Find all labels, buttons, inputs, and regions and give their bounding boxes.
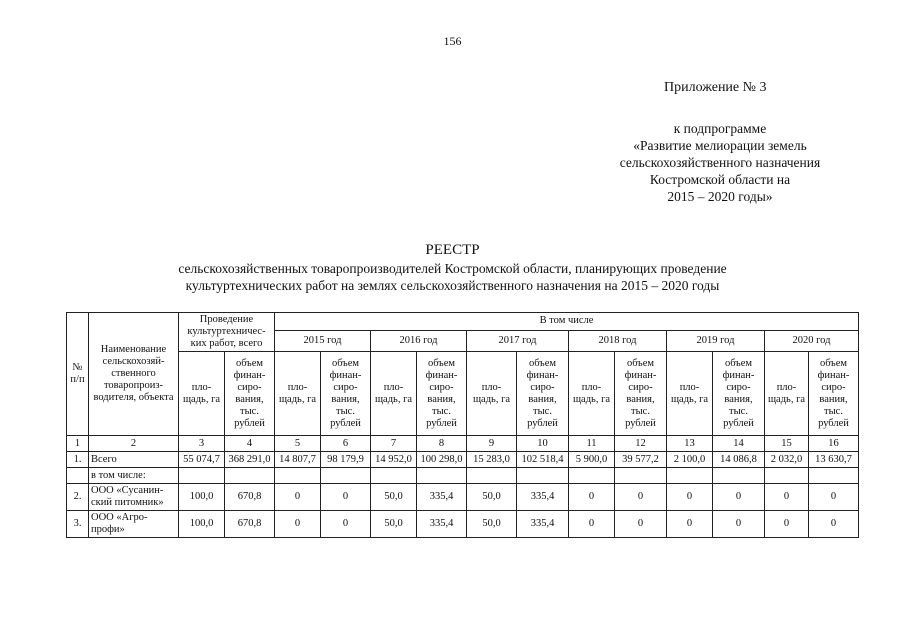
header-name: Наименование сельскохозяй-ственного товаропроиз-водителя, объекта [89, 313, 179, 436]
table-cell: 102 518,4 [517, 452, 569, 468]
header-area: пло-щадь, га [275, 352, 321, 436]
table-cell [569, 468, 615, 484]
header-financing: объем финан-сиро-вания, тыс. рублей [615, 352, 667, 436]
table-cell [225, 468, 275, 484]
table-cell: 335,4 [417, 511, 467, 538]
row-number: 2. [67, 484, 89, 511]
table-cell [713, 468, 765, 484]
table-cell [765, 468, 809, 484]
table-cell: 98 179,9 [321, 452, 371, 468]
column-number: 7 [371, 436, 417, 452]
subprogram-line: «Развитие мелиорации земель [633, 138, 807, 153]
table-cell: 55 074,7 [179, 452, 225, 468]
row-name: Всего [89, 452, 179, 468]
table-cell [275, 468, 321, 484]
column-number: 16 [809, 436, 859, 452]
column-number: 9 [467, 436, 517, 452]
table-cell [417, 468, 467, 484]
header-area: пло-щадь, га [179, 352, 225, 436]
row-name: ООО «Агро-профи» [89, 511, 179, 538]
table-cell [809, 468, 859, 484]
subprogram-line: Костромской области на [649, 172, 791, 187]
table-cell: 5 900,0 [569, 452, 615, 468]
page-number: 156 [443, 34, 462, 48]
table-cell: 50,0 [371, 511, 417, 538]
table-cell: 100,0 [179, 484, 225, 511]
table-cell: 0 [569, 511, 615, 538]
header-area: пло-щадь, га [371, 352, 417, 436]
document-subtitle-line: сельскохозяйственных товаропроизводителей Костромской области, планирующих проведение [178, 261, 727, 276]
column-number: 14 [713, 436, 765, 452]
table-cell: 14 807,7 [275, 452, 321, 468]
table-cell: 14 086,8 [713, 452, 765, 468]
table-cell: 670,8 [225, 511, 275, 538]
table-cell: 100,0 [179, 511, 225, 538]
row-name: ООО «Сусанин-ский питомник» [89, 484, 179, 511]
column-number: 12 [615, 436, 667, 452]
table-cell: 13 630,7 [809, 452, 859, 468]
table-cell [467, 468, 517, 484]
table-cell: 14 952,0 [371, 452, 417, 468]
table-cell: 0 [713, 484, 765, 511]
table-cell: 50,0 [371, 484, 417, 511]
table-cell: 368 291,0 [225, 452, 275, 468]
table-cell: 100 298,0 [417, 452, 467, 468]
subprogram-line: 2015 – 2020 годы» [667, 189, 773, 204]
header-year: 2015 год [275, 330, 371, 351]
table-cell: 670,8 [225, 484, 275, 511]
table-cell [667, 468, 713, 484]
table-cell: 0 [275, 484, 321, 511]
table-row [67, 511, 859, 538]
table-cell: 2 100,0 [667, 452, 713, 468]
row-number [67, 468, 89, 484]
header-year: 2016 год [371, 330, 467, 351]
table-cell [371, 468, 417, 484]
table-cell: 335,4 [517, 484, 569, 511]
header-financing: объем финан-сиро-вания, тыс. рублей [417, 352, 467, 436]
row-number: 1. [67, 452, 89, 468]
column-number: 8 [417, 436, 467, 452]
document-subtitle-line: культуртехнических работ на землях сельскохозяйственного назначения на 2015 – 2020 годы [185, 278, 720, 293]
subprogram-line: сельскохозяйственного назначения [619, 155, 821, 170]
header-area: пло-щадь, га [667, 352, 713, 436]
table-cell: 0 [667, 484, 713, 511]
header-area: пло-щадь, га [569, 352, 615, 436]
header-year: 2020 год [765, 330, 859, 351]
header-financing: объем финан-сиро-вания, тыс. рублей [517, 352, 569, 436]
table-cell [517, 468, 569, 484]
table-cell: 2 032,0 [765, 452, 809, 468]
table-cell: 50,0 [467, 511, 517, 538]
column-number: 11 [569, 436, 615, 452]
header-financing: объем финан-сиро-вания, тыс. рублей [809, 352, 859, 436]
header-financing: объем финан-сиро-вания, тыс. рублей [225, 352, 275, 436]
header-area: пло-щадь, га [765, 352, 809, 436]
table-cell: 0 [765, 484, 809, 511]
column-number: 1 [67, 436, 89, 452]
table-cell: 15 283,0 [467, 452, 517, 468]
header-financing: объем финан-сиро-вания, тыс. рублей [321, 352, 371, 436]
table-row [67, 468, 859, 484]
header-year: 2017 год [467, 330, 569, 351]
table-cell: 0 [713, 511, 765, 538]
column-number: 10 [517, 436, 569, 452]
table-cell: 0 [809, 484, 859, 511]
table-cell: 0 [321, 511, 371, 538]
table-cell: 0 [765, 511, 809, 538]
column-number: 6 [321, 436, 371, 452]
document-title: РЕЕСТР [425, 242, 480, 258]
header-area: пло-щадь, га [467, 352, 517, 436]
table-cell: 39 577,2 [615, 452, 667, 468]
table-cell: 0 [275, 511, 321, 538]
table-cell: 0 [615, 484, 667, 511]
header-year: 2018 год [569, 330, 667, 351]
table-cell: 0 [615, 511, 667, 538]
table-cell: 335,4 [417, 484, 467, 511]
table-cell: 0 [667, 511, 713, 538]
table-row [67, 452, 859, 468]
table-cell: 0 [809, 511, 859, 538]
subprogram-reference [590, 120, 850, 205]
row-name: в том числе: [89, 468, 179, 484]
header-num: № п/п [67, 313, 89, 436]
column-number: 4 [225, 436, 275, 452]
register-table [66, 312, 859, 538]
subprogram-line: к подпрограмме [673, 121, 767, 136]
appendix-label: Приложение № 3 [664, 80, 767, 95]
header-financing: объем финан-сиро-вания, тыс. рублей [713, 352, 765, 436]
table-cell: 0 [569, 484, 615, 511]
column-number: 15 [765, 436, 809, 452]
header-total: Проведение культуртехничес-ких работ, всего [179, 313, 275, 352]
table-cell: 335,4 [517, 511, 569, 538]
table-cell: 50,0 [467, 484, 517, 511]
column-number: 2 [89, 436, 179, 452]
table-row [67, 484, 859, 511]
column-number: 13 [667, 436, 713, 452]
table-cell [179, 468, 225, 484]
column-number: 5 [275, 436, 321, 452]
table-cell [321, 468, 371, 484]
row-number: 3. [67, 511, 89, 538]
table-cell: 0 [321, 484, 371, 511]
table-cell [615, 468, 667, 484]
document-title-block [0, 240, 905, 294]
header-year: 2019 год [667, 330, 765, 351]
header-including: В том числе [275, 313, 859, 331]
column-number: 3 [179, 436, 225, 452]
